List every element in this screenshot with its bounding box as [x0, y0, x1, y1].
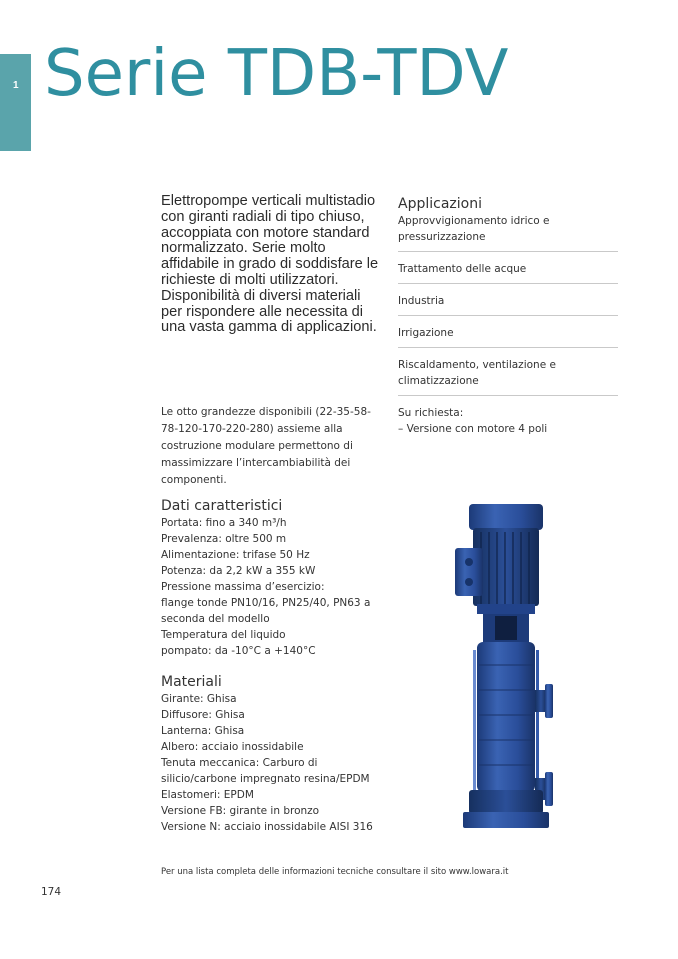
page-title: Serie TDB-TDV: [44, 37, 509, 111]
dati-line: seconda del modello: [161, 613, 270, 625]
materiali-line: Elastomeri: EPDM: [161, 789, 254, 801]
applicazioni-item: Trattamento delle acque: [398, 261, 618, 284]
dati-line: Pressione massima d’esercizio:: [161, 581, 325, 593]
page-number: 174: [41, 886, 62, 898]
dati-heading: Dati caratteristici: [161, 498, 283, 514]
intro-paragraph: Le otto grandezze disponibili (22-35-58-78-120-170-220-280) assieme alla costruzione modulare permettono di massimizzare l’intercambiabilità dei componenti.: [161, 406, 371, 486]
dati-line: Alimentazione: trifase 50 Hz: [161, 549, 310, 561]
footer-note: Per una lista completa delle informazioni tecniche consultare il sito www.lowara.it: [161, 867, 509, 877]
chapter-number: 1: [13, 80, 19, 91]
lead-paragraph: Elettropompe verticali multistadio con giranti radiali di tipo chiuso, accoppiata con motore standard normalizzato. Serie molto affidabile in grado di soddisfare le richieste di molti utilizzatori. Disponibilità di diversi materiali per rispondere alle necessita di una vasta gamma di applicazioni.: [161, 193, 379, 336]
dati-line: Prevalenza: oltre 500 m: [161, 533, 287, 545]
applicazioni-item: Irrigazione: [398, 325, 618, 348]
materiali-line: Versione FB: girante in bronzo: [161, 805, 320, 817]
chapter-tab: [0, 54, 31, 151]
applicazioni-list: [398, 213, 618, 396]
materiali-section: [161, 673, 391, 835]
pump-product-image: [447, 500, 559, 835]
dati-line: Portata: fino a 340 m³/h: [161, 517, 287, 529]
dati-line: pompato: da -10°C a +140°C: [161, 645, 316, 657]
materiali-line: Tenuta meccanica: Carburo di: [161, 757, 318, 769]
materiali-line: Albero: acciaio inossidabile: [161, 741, 304, 753]
dati-line: flange tonde PN10/16, PN25/40, PN63 a: [161, 597, 371, 609]
dati-line: Potenza: da 2,2 kW a 355 kW: [161, 565, 316, 577]
applicazioni-heading: Applicazioni: [398, 196, 482, 212]
materiali-line: silicio/carbone impregnato resina/EPDM: [161, 773, 370, 785]
materiali-line: Versione N: acciaio inossidabile AISI 316: [161, 821, 373, 833]
applicazioni-item: Industria: [398, 293, 618, 316]
dati-caratteristici-section: [161, 497, 391, 659]
materiali-list: [161, 691, 391, 835]
materiali-line: Girante: Ghisa: [161, 693, 237, 705]
on-request-block: [398, 405, 618, 437]
materiali-line: Lanterna: Ghisa: [161, 725, 245, 737]
applicazioni-item: Riscaldamento, ventilazione e climatizzazione: [398, 357, 618, 396]
on-request-label: Su richiesta:: [398, 407, 464, 419]
dati-list: [161, 515, 391, 659]
materiali-heading: Materiali: [161, 674, 222, 690]
dati-line: Temperatura del liquido: [161, 629, 286, 641]
applicazioni-section: [398, 195, 618, 437]
materiali-line: Diffusore: Ghisa: [161, 709, 245, 721]
applicazioni-item: Approvvigionamento idrico e pressurizzazione: [398, 213, 618, 252]
on-request-item: – Versione con motore 4 poli: [398, 423, 548, 435]
